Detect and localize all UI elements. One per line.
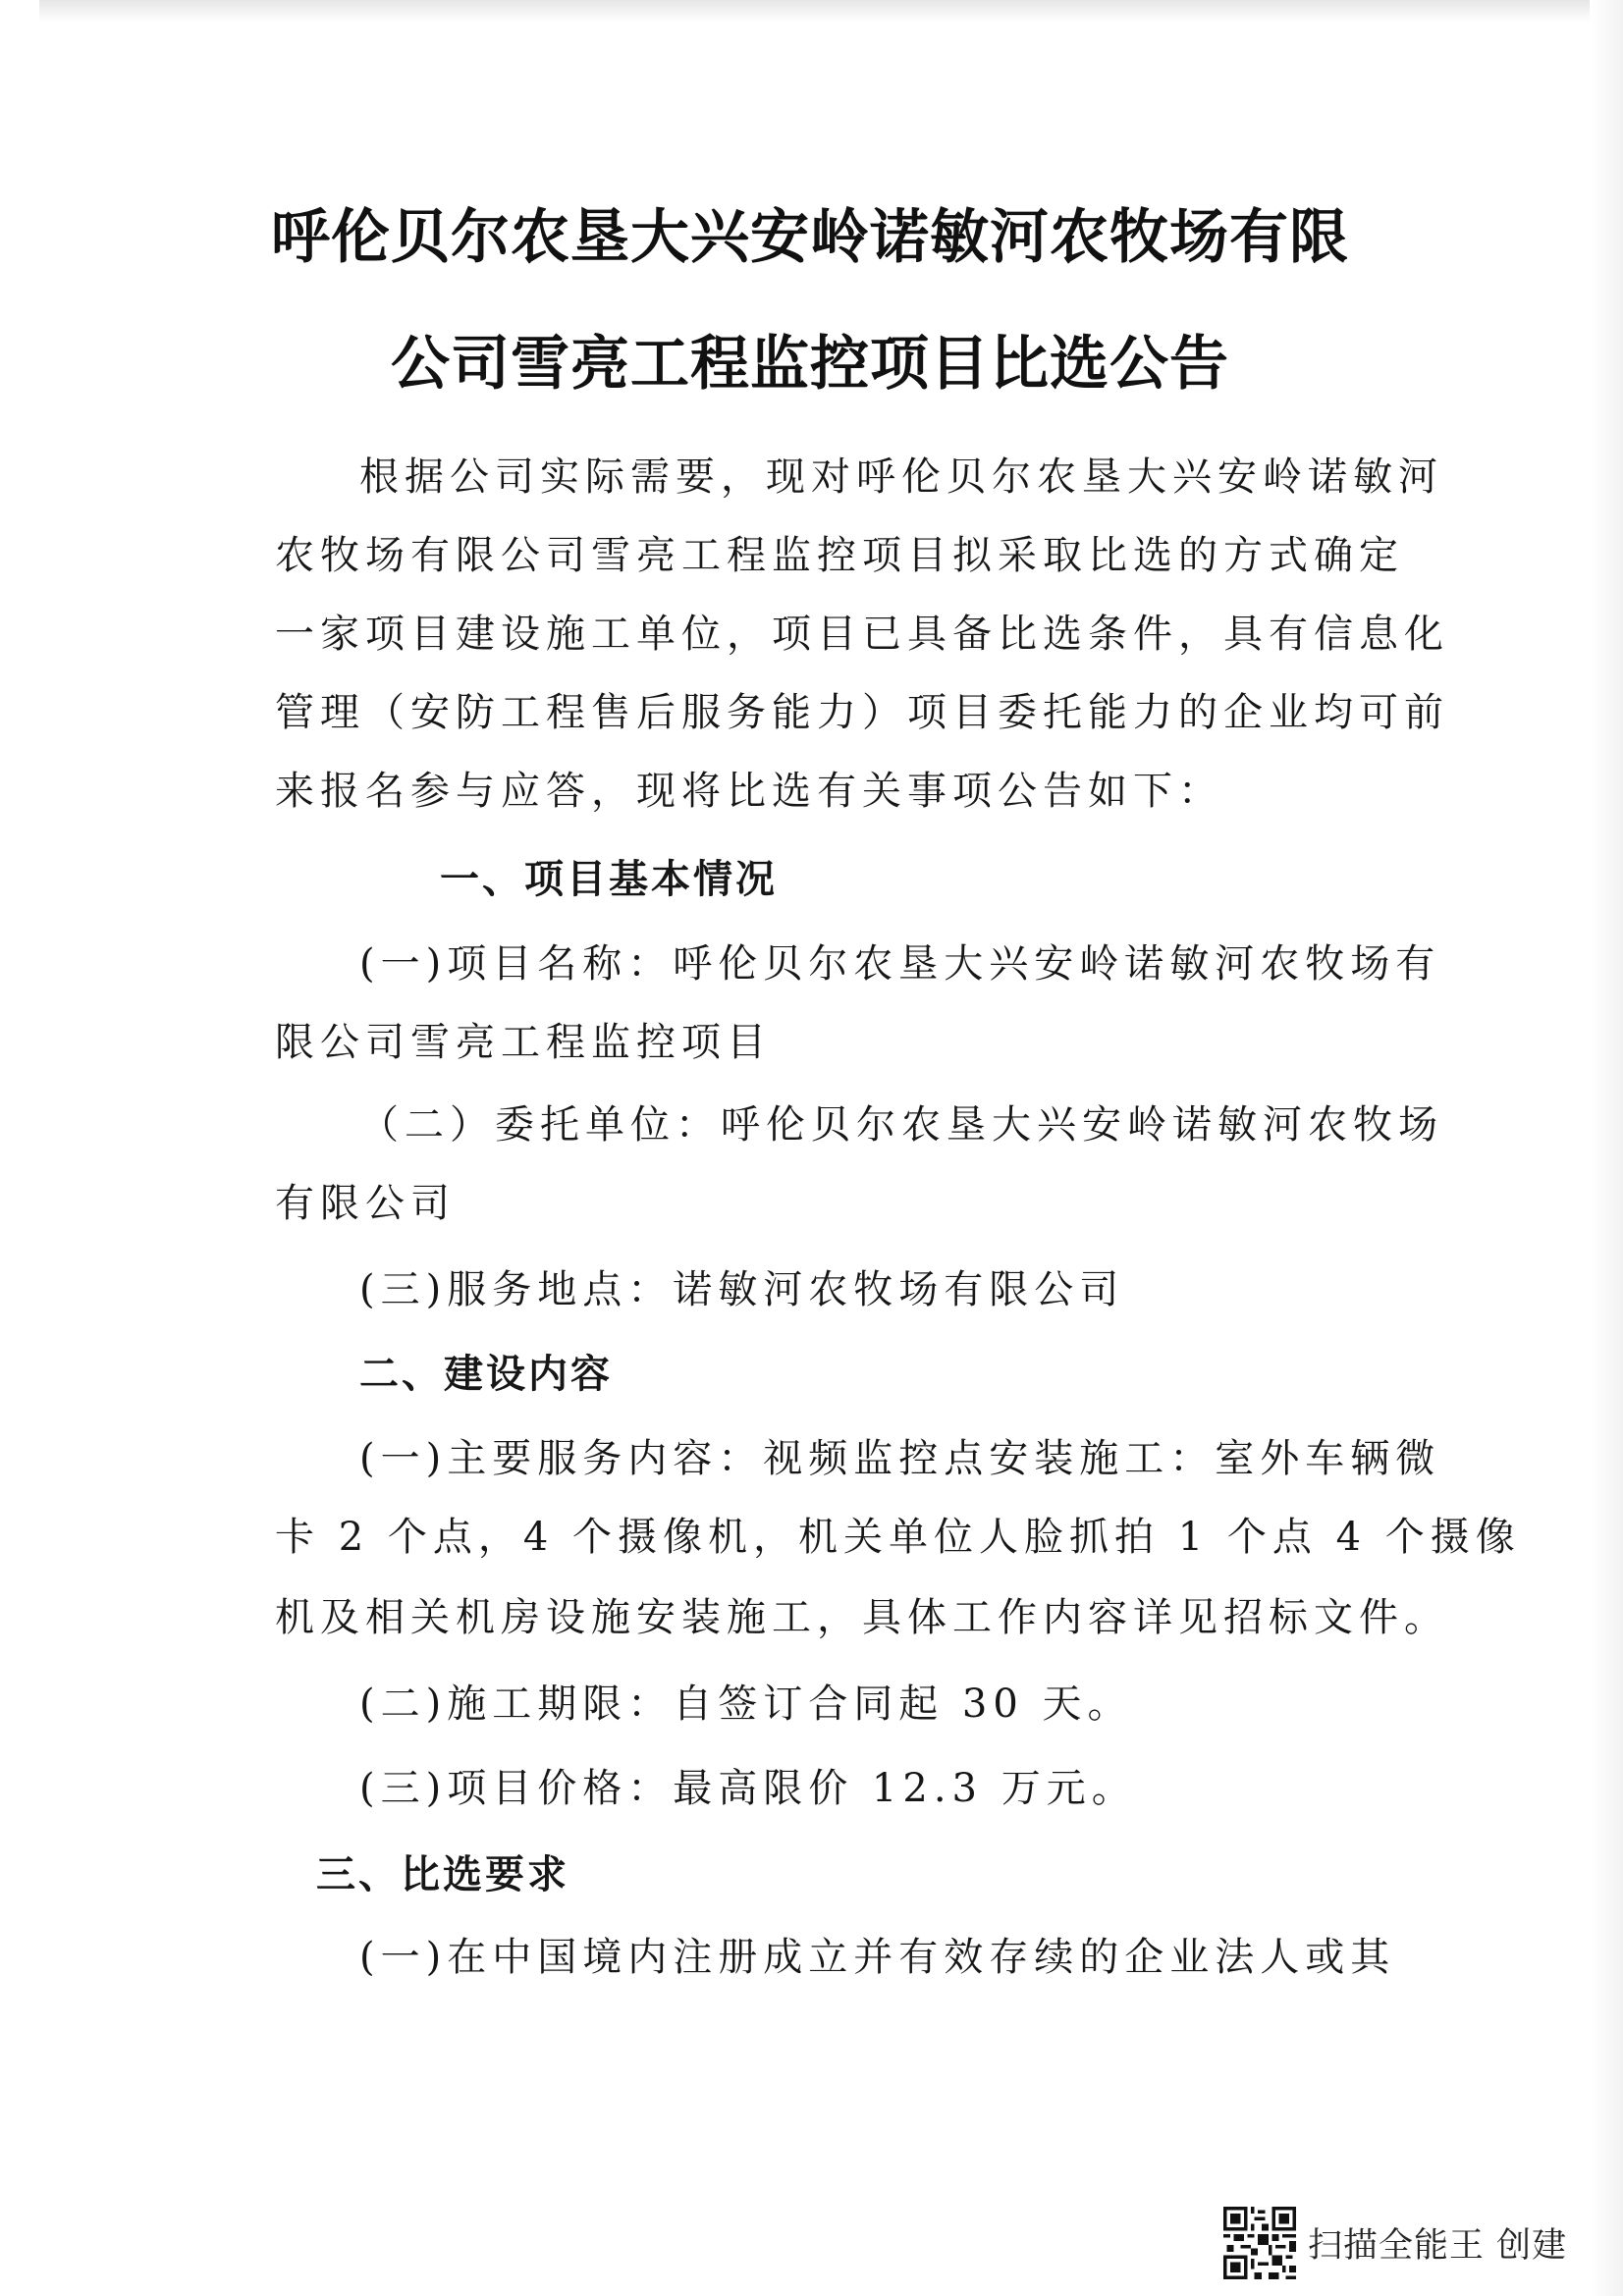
section-2-item-2: (二)施工期限：自签订合同起 30 天。	[359, 1682, 1133, 1727]
section-3-item-1: (一)在中国境内注册成立并有效存续的企业法人或其	[359, 1935, 1396, 1980]
intro-line-1: 根据公司实际需要，现对呼伦贝尔农垦大兴安岭诺敏河	[359, 454, 1443, 500]
section-1-item-3: (三)服务地点：诺敏河农牧场有限公司	[359, 1267, 1125, 1312]
section-1-heading: 一、项目基本情况	[440, 857, 778, 902]
watermark-text: 扫描全能王 创建	[1308, 2226, 1568, 2266]
section-1-item-2-line-1: （二）委托单位：呼伦贝尔农垦大兴安岭诺敏河农牧场	[359, 1102, 1443, 1148]
intro-line-2: 农牧场有限公司雪亮工程监控项目拟采取比选的方式确定	[275, 533, 1404, 578]
section-3-heading: 三、比选要求	[316, 1852, 569, 1897]
intro-line-3: 一家项目建设施工单位，项目已具备比选条件，具有信息化	[275, 612, 1449, 657]
section-1-item-1-line-1: (一)项目名称：呼伦贝尔农垦大兴安岭诺敏河农牧场有	[359, 941, 1441, 987]
qr-code-icon	[1223, 2207, 1296, 2279]
section-2-item-1-line-3: 机及相关机房设施安装施工，具体工作内容详见招标文件。	[275, 1595, 1449, 1640]
document-title-line-2: 公司雪亮工程监控项目比选公告	[391, 330, 1229, 399]
section-2-item-3: (三)项目价格：最高限价 12.3 万元。	[359, 1766, 1137, 1811]
section-1-item-1-line-2: 限公司雪亮工程监控项目	[275, 1020, 772, 1065]
scan-shadow-right	[1590, 0, 1623, 2296]
scanner-watermark	[1223, 2202, 1567, 2284]
scan-shadow-top	[39, 0, 1591, 22]
section-1-item-2-line-2: 有限公司	[275, 1181, 456, 1226]
section-2-item-1-line-1: (一)主要服务内容：视频监控点安装施工：室外车辆微	[359, 1436, 1441, 1481]
section-2-heading: 二、建设内容	[359, 1352, 613, 1397]
document-title-line-1: 呼伦贝尔农垦大兴安岭诺敏河农牧场有限	[271, 203, 1349, 272]
intro-line-5: 来报名参与应答，现将比选有关事项公告如下：	[275, 769, 1223, 814]
intro-line-4: 管理（安防工程售后服务能力）项目委托能力的企业均可前	[275, 690, 1449, 735]
section-2-item-1-line-2: 卡 2 个点，4 个摄像机，机关单位人脸抓拍 1 个点 4 个摄像	[275, 1515, 1521, 1560]
